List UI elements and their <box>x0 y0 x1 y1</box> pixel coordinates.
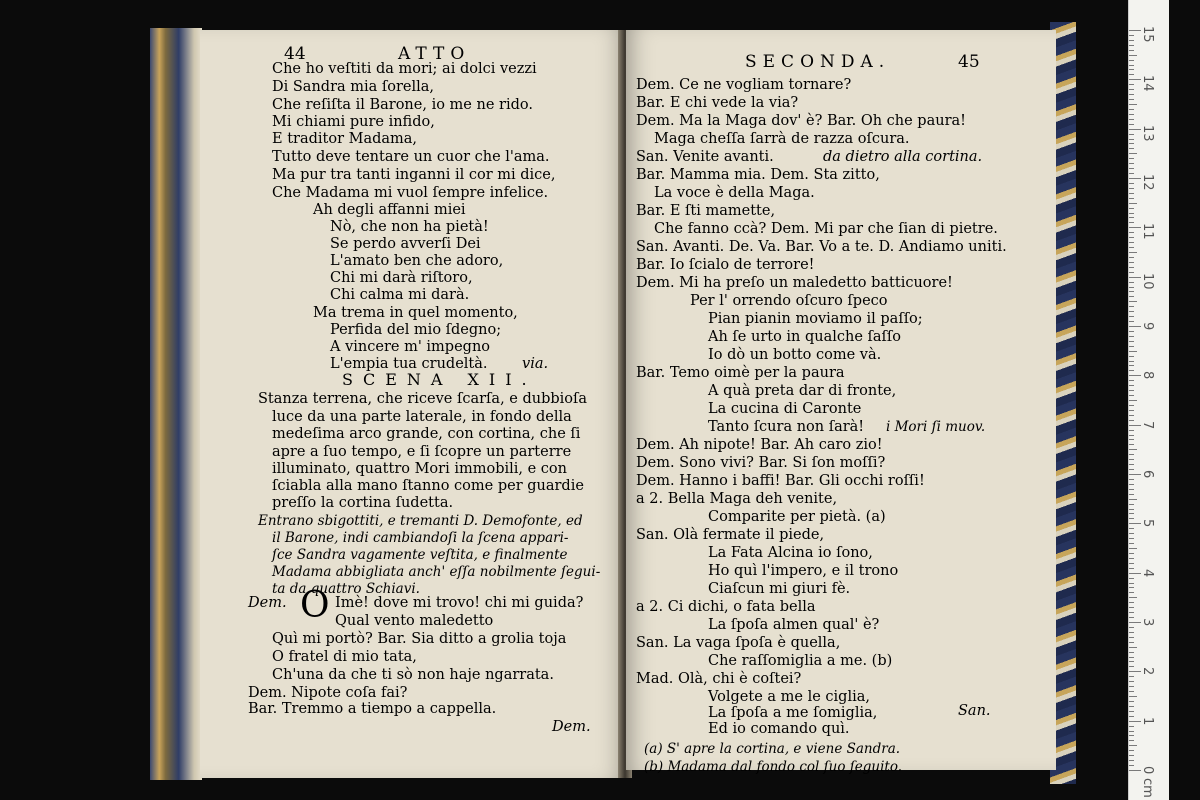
ruler-tick <box>1129 400 1137 401</box>
text-line: Che reſiſta il Barone, io me ne rido. <box>272 97 533 113</box>
right-page-number: 45 <box>958 52 980 72</box>
catchword: Dem. <box>552 719 591 735</box>
speaker-label: Dem. <box>248 595 287 611</box>
ruler-tick <box>1129 35 1134 36</box>
verse-line: Ho quì l'impero, e il trono <box>708 563 899 579</box>
text-line: Mi chiami pure infido, <box>272 114 435 130</box>
ruler-tick <box>1129 543 1134 544</box>
ruler-tick <box>1129 484 1134 485</box>
ruler-tick <box>1129 55 1137 56</box>
ruler-tick <box>1129 153 1137 154</box>
ruler-tick <box>1129 568 1134 569</box>
ruler-tick <box>1129 755 1134 756</box>
ruler-tick <box>1129 735 1134 736</box>
ruler-tick <box>1129 272 1134 273</box>
text-line: Stanza terrena, che riceve ſcarſa, e dubbioſa <box>258 391 588 407</box>
ruler-tick <box>1129 311 1134 312</box>
text-line: Imè! dove mi trovo! chi mi guida? <box>335 595 584 611</box>
ruler-tick <box>1129 336 1134 337</box>
text-line: Mad. Olà, chi è coſtei? <box>636 671 802 687</box>
text-line: preſſo la cortina ſudetta. <box>272 495 454 511</box>
stage-direction: Entrano sbigottiti, e tremanti D. Demofonte, ed <box>258 513 583 529</box>
ruler-tick <box>1129 94 1134 95</box>
text-line: San. La vaga ſpoſa è quella, <box>636 635 841 651</box>
ruler-tick <box>1129 439 1134 440</box>
ruler-label: 0 <box>1140 766 1155 775</box>
ruler-label: 4 <box>1140 568 1155 577</box>
verse-line: Comparite per pietà. (a) <box>708 509 886 525</box>
ruler-tick <box>1129 691 1134 692</box>
ruler-tick <box>1129 469 1134 470</box>
ruler-tick <box>1129 84 1134 85</box>
ruler-tick <box>1129 657 1134 658</box>
ruler-tick <box>1129 247 1134 248</box>
ruler-tick <box>1129 134 1134 135</box>
ruler-tick <box>1129 114 1134 115</box>
ruler-tick <box>1129 296 1134 297</box>
ruler-tick <box>1129 612 1134 613</box>
ruler-label: 1 <box>1140 716 1155 725</box>
ruler-tick <box>1129 148 1134 149</box>
verse-line: Che raſſomiglia a me. (b) <box>708 653 893 669</box>
ruler-tick <box>1129 509 1134 510</box>
ruler-tick <box>1129 765 1134 766</box>
ruler-tick <box>1129 351 1137 352</box>
ruler-tick <box>1129 583 1134 584</box>
ruler-tick <box>1129 464 1134 465</box>
ruler-tick <box>1129 99 1134 100</box>
text-line: Bar. Tremmo a tiempo a cappella. <box>248 701 497 717</box>
ruler-tick <box>1129 661 1134 662</box>
ruler-tick <box>1129 504 1134 505</box>
verse-line: La Fata Alcina io ſono, <box>708 545 873 561</box>
ruler-tick <box>1129 711 1134 712</box>
ruler-tick <box>1129 637 1134 638</box>
text-line: medeſima arco grande, con cortina, che ſi <box>272 426 581 442</box>
ruler-tick <box>1129 331 1134 332</box>
ruler-label: 5 <box>1140 519 1155 528</box>
scene-heading: SCENA XII. <box>342 370 537 389</box>
ruler-tick <box>1129 750 1134 751</box>
ruler-tick <box>1129 706 1134 707</box>
ruler-tick <box>1129 40 1134 41</box>
ruler-tick <box>1129 459 1134 460</box>
ruler-tick <box>1129 686 1134 687</box>
ruler-tick <box>1129 696 1137 697</box>
stage-direction: Madama abbigliata anch' eſſa nobilmente ſegui- <box>272 564 601 580</box>
ruler-label: 10 <box>1140 272 1155 290</box>
text-line: La voce è della Maga. <box>654 185 815 201</box>
ruler-tick <box>1129 740 1134 741</box>
ruler-tick <box>1129 652 1134 653</box>
catchword: San. <box>958 703 991 719</box>
ruler-tick <box>1129 287 1134 288</box>
text-line: Dem. Ce ne vogliam tornare? <box>636 77 852 93</box>
ruler-tick <box>1129 489 1134 490</box>
ruler-tick <box>1129 217 1134 218</box>
text-line: O fratel di mio tata, <box>272 649 417 665</box>
ruler-tick <box>1129 602 1134 603</box>
ruler-tick <box>1129 193 1134 194</box>
ruler-label: 7 <box>1140 420 1155 429</box>
ruler-tick <box>1129 716 1134 717</box>
verse-line: Chi mi darà riſtoro, <box>330 270 473 286</box>
text-line: E traditor Madama, <box>272 131 418 147</box>
text-line: Maga cheſſa ſarrà de razza oſcura. <box>654 131 910 147</box>
text-line: Che fanno ccà? Dem. Mi par che ſian di pietre. <box>654 221 998 237</box>
ruler-tick <box>1129 262 1134 263</box>
ruler-tick <box>1129 232 1134 233</box>
ruler-label: 11 <box>1140 223 1155 240</box>
ruler-tick <box>1129 632 1134 633</box>
text-line: a 2. Bella Maga deh venite, <box>636 491 838 507</box>
left-page-number: 44 <box>284 44 306 64</box>
ruler-tick <box>1129 60 1134 61</box>
footnote-b: (b) Madama dal fondo col ſuo ſeguito. <box>644 759 903 775</box>
ruler-tick <box>1129 208 1134 209</box>
text-line: San. Avanti. De. Va. Bar. Vo a te. D. Andiamo uniti. <box>636 239 1007 255</box>
ruler-tick <box>1129 163 1134 164</box>
ruler-tick <box>1129 143 1134 144</box>
verse-line: Ciaſcun mi giuri fè. <box>708 581 851 597</box>
ruler-tick <box>1129 617 1134 618</box>
ruler-tick <box>1129 365 1134 366</box>
ruler-tick <box>1129 558 1134 559</box>
text-line: Dem. Mi ha preſo un maledetto batticuore! <box>636 275 953 291</box>
ruler-label: 3 <box>1140 618 1155 627</box>
ruler-tick <box>1129 627 1134 628</box>
verse-line: Tanto ſcura non ſarà! <box>708 419 865 435</box>
ruler-tick <box>1129 198 1134 199</box>
text-line: Ma pur tra tanti inganni il cor mi dice, <box>272 167 556 183</box>
ruler-tick <box>1129 499 1137 500</box>
text-line: San. Venite avanti. <box>636 149 774 165</box>
ruler-tick <box>1129 479 1134 480</box>
ruler-tick <box>1129 666 1134 667</box>
ruler-tick <box>1129 252 1137 253</box>
text-line: Bar. E chi vede la via? <box>636 95 799 111</box>
text-line: Dem. Hanno i baffi! Bar. Gli occhi roſſi! <box>636 473 925 489</box>
ruler-tick <box>1129 139 1134 140</box>
ruler-tick <box>1129 346 1134 347</box>
verse-line: Nò, che non ha pietà! <box>330 219 489 235</box>
ruler-tick <box>1129 89 1134 90</box>
measurement-ruler <box>1128 0 1169 800</box>
ruler-tick <box>1129 385 1134 386</box>
ruler-tick <box>1129 380 1134 381</box>
verse-line: A vincere m' impegno <box>330 339 491 355</box>
ruler-tick <box>1129 587 1134 588</box>
verse-line: Ah degli affanni miei <box>313 202 466 218</box>
ruler-tick <box>1129 257 1134 258</box>
ruler-tick <box>1129 430 1134 431</box>
ruler-tick <box>1129 538 1134 539</box>
right-running-head: SECONDA. <box>745 52 891 72</box>
ruler-tick <box>1129 168 1134 169</box>
text-line: Qual vento maledetto <box>335 613 494 629</box>
text-line: a 2. Ci dichi, o fata bella <box>636 599 816 615</box>
verse-line: Io dò un botto come và. <box>708 347 882 363</box>
stage-direction: da dietro alla cortina. <box>823 149 983 165</box>
ruler-tick <box>1129 592 1134 593</box>
ruler-label: 9 <box>1140 322 1155 331</box>
verse-line: Volgete a me le ciglia, <box>708 689 870 705</box>
ruler-tick <box>1129 242 1134 243</box>
text-line: apre a ſuo tempo, e ſi ſcopre un parterre <box>272 444 572 460</box>
ruler-tick <box>1129 494 1134 495</box>
ruler-tick <box>1129 444 1134 445</box>
footnote-a: (a) S' apre la cortina, e viene Sandra. <box>644 741 901 757</box>
verse-line: La cucina di Caronte <box>708 401 862 417</box>
text-line: illuminato, quattro Mori immobili, e con <box>272 461 567 477</box>
ruler-tick <box>1129 203 1137 204</box>
verse-line: Ma trema in quel momento, <box>313 305 518 321</box>
verse-line: Se perdo avverſi Dei <box>330 236 481 252</box>
ruler-tick <box>1129 405 1134 406</box>
left-running-head: ATTO <box>398 44 471 64</box>
ruler-label: 8 <box>1140 371 1155 380</box>
ruler-tick <box>1129 237 1134 238</box>
ruler-label: 12 <box>1140 174 1155 191</box>
ruler-tick <box>1129 701 1134 702</box>
ruler-tick <box>1129 597 1137 598</box>
ruler-tick <box>1129 415 1134 416</box>
ruler-tick <box>1129 267 1134 268</box>
stage-direction: ſce Sandra vagamente veſtita, e finalmente <box>272 547 568 563</box>
stage-direction: ta da quattro Schiavi. <box>272 581 420 597</box>
ruler-tick <box>1129 213 1134 214</box>
verse-line: L'empia tua crudeltà. <box>330 356 488 372</box>
verse-line: Per l' orrendo oſcuro ſpeco <box>690 293 888 309</box>
text-line: Dem. Ah nipote! Bar. Ah caro zio! <box>636 437 883 453</box>
ruler-tick <box>1129 45 1134 46</box>
ruler-tick <box>1129 454 1134 455</box>
ruler-tick <box>1129 563 1134 564</box>
ruler-tick <box>1129 681 1134 682</box>
ruler-tick <box>1129 316 1134 317</box>
ruler-tick <box>1129 50 1134 51</box>
ruler-tick <box>1129 647 1137 648</box>
ruler-label: 2 <box>1140 667 1155 676</box>
ruler-tick <box>1129 306 1134 307</box>
text-line: Dem. Sono vivi? Bar. Si ſon moſſi? <box>636 455 886 471</box>
ruler-label: 13 <box>1140 124 1155 142</box>
book-cover-edge-left <box>150 28 202 780</box>
verse-line: La ſpoſa almen qual' è? <box>708 617 880 633</box>
ruler-label: 6 <box>1140 470 1155 479</box>
ruler-tick <box>1129 745 1137 746</box>
text-line: Bar. Io ſcialo de terrore! <box>636 257 815 273</box>
stage-direction: il Barone, indi cambiandoſi la ſcena appari- <box>272 530 569 546</box>
ruler-tick <box>1129 420 1134 421</box>
ruler-tick <box>1129 183 1134 184</box>
verse-line: Bar. Temo oimè per la paura <box>636 365 845 381</box>
text-line: ſciabla alla mano ſtanno come per guardie <box>272 478 584 494</box>
ruler-tick <box>1129 301 1137 302</box>
ruler-tick <box>1129 395 1134 396</box>
text-line: luce da una parte laterale, in fondo della <box>272 409 572 425</box>
ruler-tick <box>1129 341 1134 342</box>
ruler-label: 15 <box>1140 26 1155 43</box>
ruler-tick <box>1129 528 1134 529</box>
ruler-tick <box>1129 607 1134 608</box>
ruler-tick <box>1129 282 1134 283</box>
text-line: Di Sandra mia ſorella, <box>272 79 435 95</box>
text-line: Quì mi portò? Bar. Sia ditto a grolia toja <box>272 631 567 647</box>
ruler-tick <box>1129 553 1134 554</box>
ruler-tick <box>1129 124 1134 125</box>
drop-cap: O <box>300 585 330 626</box>
stage-direction: via. <box>522 356 549 372</box>
ruler-tick <box>1129 518 1134 519</box>
ruler-tick <box>1129 104 1137 105</box>
ruler-tick <box>1129 321 1134 322</box>
ruler-tick <box>1129 390 1134 391</box>
ruler-tick <box>1129 69 1134 70</box>
ruler-label: 14 <box>1140 75 1155 92</box>
text-line: San. Olà fermate il piede, <box>636 527 825 543</box>
text-line: Che ho veſtiti da mori; ai dolci vezzi <box>272 61 537 77</box>
ruler-tick <box>1129 760 1134 761</box>
text-line: Dem. Nipote coſa fai? <box>248 685 408 701</box>
verse-line: L'amato ben che adoro, <box>330 253 504 269</box>
ruler-tick <box>1129 513 1134 514</box>
text-line: Tutto deve tentare un cuor che l'ama. <box>272 149 550 165</box>
ruler-tick <box>1129 726 1134 727</box>
ruler-tick <box>1129 578 1134 579</box>
text-line: Bar. Mamma mia. Dem. Sta zitto, <box>636 167 880 183</box>
ruler-tick <box>1129 361 1134 362</box>
verse-line: Chi calma mi darà. <box>330 287 470 303</box>
text-line: Dem. Ma la Maga dov' è? Bar. Oh che paura! <box>636 113 966 129</box>
ruler-tick <box>1129 449 1137 450</box>
verse-line: Pian pianin moviamo il paſſo; <box>708 311 923 327</box>
ruler-tick <box>1129 410 1134 411</box>
stage-direction: i Mori ſi muov. <box>886 419 986 435</box>
ruler-tick <box>1129 548 1137 549</box>
ruler-tick <box>1129 119 1134 120</box>
verse-line: La ſpoſa a me ſomiglia, <box>708 705 878 721</box>
ruler-tick <box>1129 435 1134 436</box>
ruler-unit-label: cm <box>1140 778 1155 798</box>
ruler-tick <box>1129 158 1134 159</box>
verse-line: Perfida del mio ſdegno; <box>330 322 502 338</box>
verse-line: Ed io comando quì. <box>708 721 850 737</box>
ruler-tick <box>1129 173 1134 174</box>
verse-line: A quà preta dar di fronte, <box>708 383 897 399</box>
ruler-tick <box>1129 65 1134 66</box>
ruler-tick <box>1129 370 1134 371</box>
ruler-tick <box>1129 356 1134 357</box>
ruler-tick <box>1129 533 1134 534</box>
text-line: Bar. E ſti mamette, <box>636 203 776 219</box>
ruler-tick <box>1129 188 1134 189</box>
ruler-tick <box>1129 74 1134 75</box>
text-line: Ch'una da che ti sò non haje ngarrata. <box>272 667 554 683</box>
ruler-tick <box>1129 291 1134 292</box>
text-line: Che Madama mi vuol ſempre infelice. <box>272 185 549 201</box>
ruler-tick <box>1129 731 1134 732</box>
ruler-tick <box>1129 642 1134 643</box>
ruler-tick <box>1129 109 1134 110</box>
ruler-tick <box>1129 676 1134 677</box>
ruler-tick <box>1129 222 1134 223</box>
verse-line: Ah ſe urto in qualche ſaſſo <box>708 329 902 345</box>
